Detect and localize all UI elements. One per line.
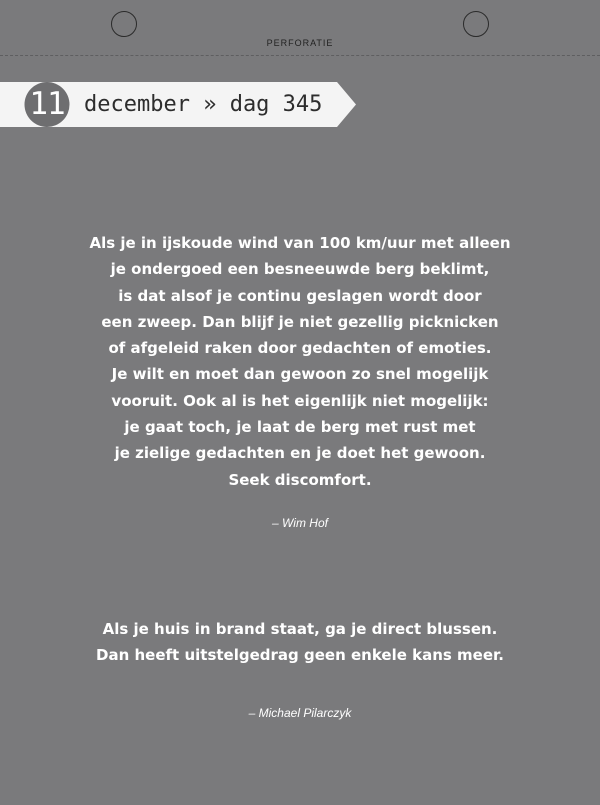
- day-number-badge: 11: [29, 86, 65, 122]
- quote-line: je gaat toch, je laat de berg met rust met: [124, 418, 476, 437]
- date-banner: [0, 82, 356, 127]
- perforation-line: [0, 55, 600, 56]
- quote-line: Als je in ijskoude wind van 100 km/uur met alleen: [89, 234, 511, 252]
- quote-line: een zweep. Dan blijf je niet gezellig picknicken: [101, 312, 499, 331]
- quote-line: vooruit. Ook al is het eigenlijk niet mogelijk:: [111, 391, 489, 410]
- date-label: december » dag 345: [84, 92, 323, 117]
- punch-hole-left: [111, 11, 137, 37]
- punch-hole-right: [463, 11, 489, 37]
- quote-author: – Wim Hof: [272, 516, 328, 530]
- perforation-label: PERFORATIE: [266, 38, 334, 48]
- quote-line: Seek discomfort.: [228, 470, 372, 489]
- quote-line: je zielige gedachten en je doet het gewoon.: [114, 444, 486, 463]
- quote-line: Je wilt en moet dan gewoon zo snel mogelijk: [111, 365, 489, 384]
- quote-line: Als je huis in brand staat, ga je direct blussen.: [102, 620, 498, 638]
- quote-line: is dat alsof je continu geslagen wordt door: [118, 286, 482, 305]
- quote-line: je ondergoed een besneeuwde berg beklimt,: [110, 260, 490, 279]
- quote-author: – Michael Pilarczyk: [248, 706, 352, 720]
- quote-text: [40, 616, 560, 669]
- quote-text: [40, 230, 560, 493]
- quote-line: Dan heeft uitstelgedrag geen enkele kans meer.: [96, 646, 504, 665]
- quote-line: of afgeleid raken door gedachten of emoties.: [108, 339, 492, 358]
